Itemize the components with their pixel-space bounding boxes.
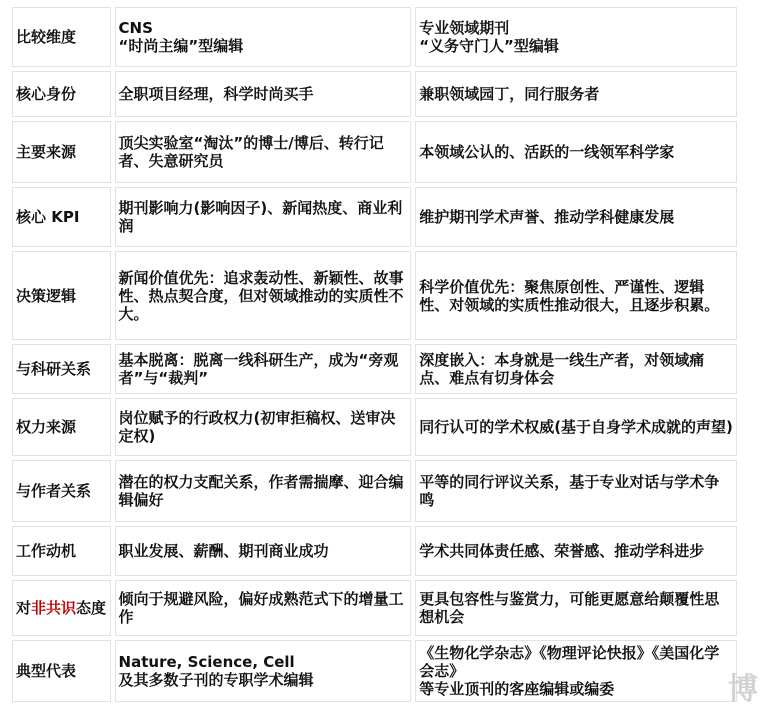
comparison-table: [8, 3, 741, 706]
dimension-prefix: 对: [16, 599, 32, 617]
cns-journals: Nature, Science, Cell: [118, 653, 295, 671]
dimension-cell: 核心 KPI: [12, 187, 111, 247]
cns-cell: 新闻价值优先：追求轰动性、新颖性、故事性、热点契合度，但对领域推动的实质性不大。: [115, 251, 412, 340]
dimension-suffix: 态度: [76, 599, 107, 617]
pro-cell: 本领域公认的、活跃的一线领军科学家: [415, 121, 737, 183]
header-pro: [415, 7, 737, 67]
watermark-logo: 博: [728, 672, 758, 707]
dimension-cell: 主要来源: [12, 121, 111, 183]
dimension-cell: 与科研关系: [12, 344, 111, 394]
table-row: [12, 460, 737, 522]
header-cns: [115, 7, 412, 67]
table-row: [12, 71, 737, 117]
dimension-cell: 核心身份: [12, 71, 111, 117]
table-row: [12, 580, 737, 636]
table-row: [12, 398, 737, 456]
header-dimension: 比较维度: [12, 7, 111, 67]
dimension-highlight: 非共识: [31, 599, 77, 617]
pro-cell: 更具包容性与鉴赏力，可能更愿意给颠覆性思想机会: [415, 580, 737, 636]
dimension-cell: 工作动机: [12, 526, 111, 576]
table-row: [12, 121, 737, 183]
pro-cell: 深度嵌入：本身就是一线生产者，对领域痛点、难点有切身体会: [415, 344, 737, 394]
dimension-cell: 决策逻辑: [12, 251, 111, 340]
header-cns-line1: CNS: [118, 19, 153, 37]
pro-cell: [415, 640, 737, 702]
table-row: [12, 344, 737, 394]
cns-editors: 及其多数子刊的专职学术编辑: [118, 671, 314, 689]
cns-cell: 职业发展、薪酬、期刊商业成功: [115, 526, 412, 576]
pro-editors: 等专业顶刊的客座编辑或编委: [419, 680, 615, 698]
cns-cell: 顶尖实验室“淘汰”的博士/博后、转行记者、失意研究员: [115, 121, 412, 183]
table-row: [12, 526, 737, 576]
header-cns-line2: “时尚主编”型编辑: [118, 37, 244, 55]
pro-cell: 兼职领域园丁，同行服务者: [415, 71, 737, 117]
pro-cell: 学术共同体责任感、荣誉感、推动学科进步: [415, 526, 737, 576]
pro-cell: 科学价值优先：聚焦原创性、严谨性、逻辑性、对领域的实质性推动很大，且逐步积累。: [415, 251, 737, 340]
cns-cell: 倾向于规避风险，偏好成熟范式下的增量工作: [115, 580, 412, 636]
pro-journals: 《生物化学杂志》《物理评论快报》《美国化学会志》: [419, 644, 720, 680]
dimension-cell: 与作者关系: [12, 460, 111, 522]
header-row: [12, 7, 737, 67]
table-row: [12, 640, 737, 702]
cns-cell: 全职项目经理，科学时尚买手: [115, 71, 412, 117]
cns-cell: 岗位赋予的行政权力(初审拒稿权、送审决定权): [115, 398, 412, 456]
header-pro-line1: 专业领域期刊: [419, 19, 510, 37]
pro-cell: 同行认可的学术权威(基于自身学术成就的声望): [415, 398, 737, 456]
table-row: [12, 251, 737, 340]
dimension-cell: 典型代表: [12, 640, 111, 702]
dimension-cell: [12, 580, 111, 636]
dimension-cell: 权力来源: [12, 398, 111, 456]
header-pro-line2: “义务守门人”型编辑: [419, 37, 559, 55]
cns-cell: 基本脱离：脱离一线科研生产，成为“旁观者”与“裁判”: [115, 344, 412, 394]
cns-cell: 潜在的权力支配关系，作者需揣摩、迎合编辑偏好: [115, 460, 412, 522]
cns-cell: [115, 640, 412, 702]
pro-cell: 维护期刊学术声誉、推动学科健康发展: [415, 187, 737, 247]
table-row: [12, 187, 737, 247]
cns-cell: 期刊影响力(影响因子)、新闻热度、商业利润: [115, 187, 412, 247]
pro-cell: 平等的同行评议关系，基于专业对话与学术争鸣: [415, 460, 737, 522]
